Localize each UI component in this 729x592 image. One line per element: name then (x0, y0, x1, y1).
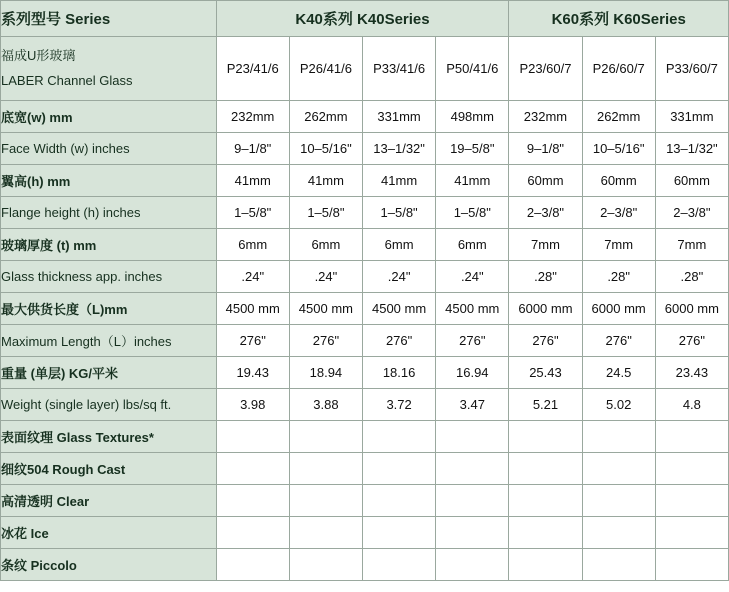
table-cell: 262mm (582, 101, 655, 133)
table-row (1, 389, 729, 421)
table-cell: 7mm (509, 229, 582, 261)
table-row (1, 197, 729, 229)
product-name-label (1, 37, 217, 101)
table-cell: 276" (216, 325, 289, 357)
product-name-en: LABER Channel Glass (1, 72, 133, 88)
table-cell: 2–3/8" (509, 197, 582, 229)
table-cell: 18.16 (363, 357, 436, 389)
table-cell: 6000 mm (509, 293, 582, 325)
table-cell: 232mm (216, 101, 289, 133)
table-cell: 5.21 (509, 389, 582, 421)
table-cell: 23.43 (655, 357, 728, 389)
table-cell: 2–3/8" (582, 197, 655, 229)
group-header-k60: K60系列 K60Series (509, 1, 729, 37)
table-cell: 4500 mm (436, 293, 509, 325)
table-cell (509, 485, 582, 517)
table-row (1, 229, 729, 261)
table-cell: 4500 mm (363, 293, 436, 325)
table-cell: .28" (509, 261, 582, 293)
table-cell: 7mm (582, 229, 655, 261)
table-cell: 9–1/8" (216, 133, 289, 165)
table-cell: 276" (509, 325, 582, 357)
table-cell: 232mm (509, 101, 582, 133)
row-label: Flange height (h) inches (1, 197, 217, 229)
table-cell: 5.02 (582, 389, 655, 421)
model-header-cell: P26/41/6 (289, 37, 362, 101)
table-row (1, 517, 729, 549)
table-cell: 3.98 (216, 389, 289, 421)
table-cell (509, 517, 582, 549)
table-cell (289, 453, 362, 485)
table-cell (363, 421, 436, 453)
table-cell: 9–1/8" (509, 133, 582, 165)
table-cell: 4.8 (655, 389, 728, 421)
table-cell: 276" (436, 325, 509, 357)
table-cell: 41mm (216, 165, 289, 197)
table-cell: 6mm (289, 229, 362, 261)
table-cell: .24" (216, 261, 289, 293)
table-cell: 1–5/8" (216, 197, 289, 229)
table-cell (655, 549, 728, 581)
table-cell: .24" (363, 261, 436, 293)
table-cell: 1–5/8" (436, 197, 509, 229)
model-header-cell: P33/41/6 (363, 37, 436, 101)
series-header-label: 系列型号 Series (1, 1, 217, 37)
table-cell: 6000 mm (655, 293, 728, 325)
table-cell: 262mm (289, 101, 362, 133)
table-cell: 60mm (655, 165, 728, 197)
table-cell: .24" (289, 261, 362, 293)
row-label: 玻璃厚度 (t) mm (1, 229, 217, 261)
table-cell: 276" (582, 325, 655, 357)
table-cell: 276" (655, 325, 728, 357)
row-label: Maximum Length（L）inches (1, 325, 217, 357)
table-row (1, 165, 729, 197)
table-cell: 25.43 (509, 357, 582, 389)
row-label: 表面纹理 Glass Textures* (1, 421, 217, 453)
table-row (1, 453, 729, 485)
table-cell (582, 453, 655, 485)
table-cell: 41mm (289, 165, 362, 197)
table-cell: 331mm (363, 101, 436, 133)
row-label: 细纹504 Rough Cast (1, 453, 217, 485)
table-cell (216, 485, 289, 517)
row-label: 最大供货长度（L)mm (1, 293, 217, 325)
table-cell (509, 453, 582, 485)
table-cell: 60mm (509, 165, 582, 197)
table-cell (363, 485, 436, 517)
row-label: Glass thickness app. inches (1, 261, 217, 293)
table-cell (436, 421, 509, 453)
table-cell: 4500 mm (289, 293, 362, 325)
table-cell: .28" (655, 261, 728, 293)
table-cell: 276" (289, 325, 362, 357)
table-cell (363, 453, 436, 485)
row-label: 底宽(w) mm (1, 101, 217, 133)
table-header-series-row (1, 1, 729, 37)
model-header-cell: P33/60/7 (655, 37, 728, 101)
table-row (1, 357, 729, 389)
table-cell: 13–1/32" (655, 133, 728, 165)
model-header-cell: P23/60/7 (509, 37, 582, 101)
table-cell (582, 549, 655, 581)
table-cell: 7mm (655, 229, 728, 261)
table-cell: 331mm (655, 101, 728, 133)
row-label: Weight (single layer) lbs/sq ft. (1, 389, 217, 421)
table-cell (655, 485, 728, 517)
table-cell (216, 421, 289, 453)
table-cell: 24.5 (582, 357, 655, 389)
table-cell: 6mm (363, 229, 436, 261)
row-label: 条纹 Piccolo (1, 549, 217, 581)
table-cell (289, 485, 362, 517)
table-cell (216, 453, 289, 485)
table-cell: 10–5/16" (289, 133, 362, 165)
row-label: 冰花 Ice (1, 517, 217, 549)
table-cell (509, 421, 582, 453)
table-cell (436, 549, 509, 581)
table-cell (509, 549, 582, 581)
table-cell (436, 517, 509, 549)
table-cell: 41mm (363, 165, 436, 197)
table-row (1, 101, 729, 133)
table-cell: 16.94 (436, 357, 509, 389)
table-cell: 19.43 (216, 357, 289, 389)
table-row (1, 421, 729, 453)
table-cell: 6mm (436, 229, 509, 261)
table-cell (582, 517, 655, 549)
table-row (1, 485, 729, 517)
table-cell: 6000 mm (582, 293, 655, 325)
row-label: 翼高(h) mm (1, 165, 217, 197)
table-row (1, 261, 729, 293)
table-cell (289, 549, 362, 581)
table-cell: 3.88 (289, 389, 362, 421)
table-cell (216, 549, 289, 581)
table-cell (655, 421, 728, 453)
table-cell: .24" (436, 261, 509, 293)
table-cell (582, 421, 655, 453)
row-label: 重量 (单层) KG/平米 (1, 357, 217, 389)
table-cell (655, 453, 728, 485)
table-cell (289, 517, 362, 549)
table-cell (289, 421, 362, 453)
row-label: 高清透明 Clear (1, 485, 217, 517)
table-cell: 2–3/8" (655, 197, 728, 229)
table-row (1, 133, 729, 165)
row-label: Face Width (w) inches (1, 133, 217, 165)
table-cell: 19–5/8" (436, 133, 509, 165)
table-row (1, 293, 729, 325)
table-cell: 3.47 (436, 389, 509, 421)
table-cell (436, 453, 509, 485)
table-cell: 18.94 (289, 357, 362, 389)
table-cell (363, 517, 436, 549)
product-name-cn: 福成U形玻璃 (1, 47, 76, 63)
group-header-k40: K40系列 K40Series (216, 1, 509, 37)
table-cell (216, 517, 289, 549)
table-cell (655, 517, 728, 549)
table-cell: 276" (363, 325, 436, 357)
table-cell (436, 485, 509, 517)
table-cell: 10–5/16" (582, 133, 655, 165)
model-header-cell: P50/41/6 (436, 37, 509, 101)
table-cell (363, 549, 436, 581)
table-header-model-row (1, 37, 729, 101)
table-cell: 1–5/8" (289, 197, 362, 229)
model-header-cell: P26/60/7 (582, 37, 655, 101)
table-cell: 4500 mm (216, 293, 289, 325)
table-cell: 13–1/32" (363, 133, 436, 165)
table-cell: 498mm (436, 101, 509, 133)
table-cell: .28" (582, 261, 655, 293)
table-cell: 3.72 (363, 389, 436, 421)
table-cell: 1–5/8" (363, 197, 436, 229)
model-header-cell: P23/41/6 (216, 37, 289, 101)
table-row (1, 549, 729, 581)
table-row (1, 325, 729, 357)
table-cell (582, 485, 655, 517)
table-cell: 6mm (216, 229, 289, 261)
table-cell: 60mm (582, 165, 655, 197)
table-cell: 41mm (436, 165, 509, 197)
